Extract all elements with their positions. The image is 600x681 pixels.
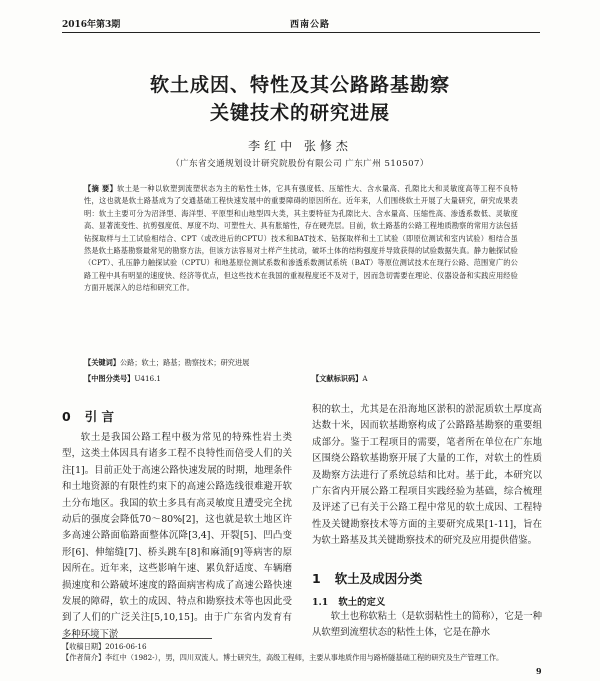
subsection-number: 1.1 (312, 597, 329, 608)
running-header (62, 14, 540, 34)
footnote-received-date: 【收稿日期】2016-06-16 (62, 642, 147, 651)
definition-paragraph: 软土也称软粘土（是软弱粘性土的简称），它是一种从软塑到流塑状态的粘性土体，它是在静水 (312, 611, 542, 639)
section-1-number: 1 (312, 571, 321, 586)
abstract (84, 183, 518, 295)
keywords-text: 公路；软土；路基；勘察技术；研究进展 (119, 358, 250, 367)
subsection-title: 软土的定义 (338, 597, 386, 608)
right-column-paragraph: 积的软土，尤其是在沿海地区淤积的淤泥质软土厚度高达数十米，因而软基勘察构成了公路路基勘察的重要组成部分。鉴于工程项目的需要，笔者所在单位在广东地区围绕公路软基勘察开展了大量的工作，对软土的性质及勘察方法进行了系统总结和比对。基于此，本研究以广东省内开展公路工程项目实践经验为基础，综合梳理及评述了已有关于公路工程中常见的软土成因、工程特性及关键勘察技术等方面的主要研究成果[1-11]，旨在为软土路基及其关键勘察技术的研究及应用提供借鉴。 (312, 404, 542, 547)
section-0-number: 0 (62, 409, 71, 424)
classification-value: U416.1 (134, 374, 161, 383)
footnote-rule (62, 638, 212, 639)
journal-name: 西南公路 (290, 20, 331, 30)
page-number: 9 (536, 666, 542, 676)
document-code-label: 【文献标识码】 (312, 374, 363, 383)
abstract-text: 软土是一种以软塑到流塑状态为主的粘性土体，它具有强度低、压缩性大、含水量高、孔隙比大和灵敏度高等工程不良特性，这也就是软土路基成为了交通基础工程快速发展中的重要障碍的原因所在。近年来，人们围绕软土开展了大量研究，研究成果表明：软土主要可分为沼泽型、海洋型、平原型和山地型四大类，其主要特征为孔隙比大、含水量高、压缩性高、渗透系数低、灵敏度高、显著流变性、抗剪强度低、厚度不均、可塑性大、具有胀缩性，存在硬壳层。目前，软土路基的公路工程地质勘察的常用方法包括钻探取样与土工试验相结合、CPT（或改进后的CPTU）技术和BAT技术、钻探取样和土工试验（即原位测试和室内试验）相结合虽然是软土路基勘察最常见的勘察方法，但该方法容易对土样产生扰动，破坏土体的结构强度并导致获得的试验数据失真。静力触探试验（CPT）、孔压静力触探试验（CPTU）和地基原位测试系数和渗透系数测试系统（BAT）等原位测试技术在现行公路、范围宽广的公路工程中具有明显的速度快、经济等优点，但这些技术在我国的重视程度还不及对于，因而急切需要在理论、仪器设备和实践应用经验方面开展深入的总结和研究工作。 (84, 184, 518, 293)
author-affiliation: （广东省交通规划设计研究院股份有限公司 广东广州 510507） (171, 159, 429, 169)
left-column (62, 430, 292, 643)
abstract-label: 【摘 要】 (84, 184, 118, 193)
issue-label: 2016年第3期 (62, 20, 121, 30)
section-0-heading (62, 407, 114, 425)
header-rule (62, 32, 540, 33)
subsection-1-1-heading (312, 594, 385, 608)
section-1-title: 软土及成因分类 (334, 571, 423, 586)
section-1-heading (312, 569, 422, 587)
paper-title-line1: 软土成因、特性及其公路路基勘察 (149, 74, 450, 96)
section-0-title: 引 言 (84, 409, 115, 424)
keywords-label: 【关键词】 (84, 358, 120, 367)
author-names: 李红中 张修杰 (248, 139, 352, 153)
right-column-continued (312, 609, 542, 642)
right-column (312, 402, 542, 550)
paper-title-line2: 关键技术的研究进展 (209, 102, 390, 124)
footnote-author-bio: 【作者简介】李红中（1982-），男，四川双流人。博士研究生，高级工程师，主要从事地质作用与路桥隧基础工程的研究及生产管理工作。 (62, 653, 504, 662)
intro-paragraph: 软土是我国公路工程中极为常见的特殊性岩土类型，这类土体因具有诸多工程不良特性而倍受人们的关注[1]。目前正处于高速公路快速发展的时期，地理条件和土地资源的有限性约束下的高速公路选线很难避开软土分布地区。我国的软土多具有高灵敏度且遭受完全扰动后的强度会降低70～80%[2]，这也就是软土地区许多高速公路面临路面整体沉降[3,4]、开裂[5]、凹凸变形[6]、伸缩缝[7]、桥头跳车[8]和麻涌[9]等病害的原因所在。近年来，这些影响午速、累负舒适度、车辆磨损速度和公路破坏速度的路面病害构成了高速公路快速发展的障碍，软土的成因、特点和勘察技术等也因此受到了人们的广泛关注[5,10,15]。由于广东省内发育有多种环境下淤 (62, 432, 292, 640)
classification-label: 【中图分类号】 (84, 374, 135, 383)
keywords (84, 358, 518, 368)
classification-number (84, 374, 161, 384)
document-code-value: A (362, 374, 368, 383)
document-code (312, 374, 368, 384)
